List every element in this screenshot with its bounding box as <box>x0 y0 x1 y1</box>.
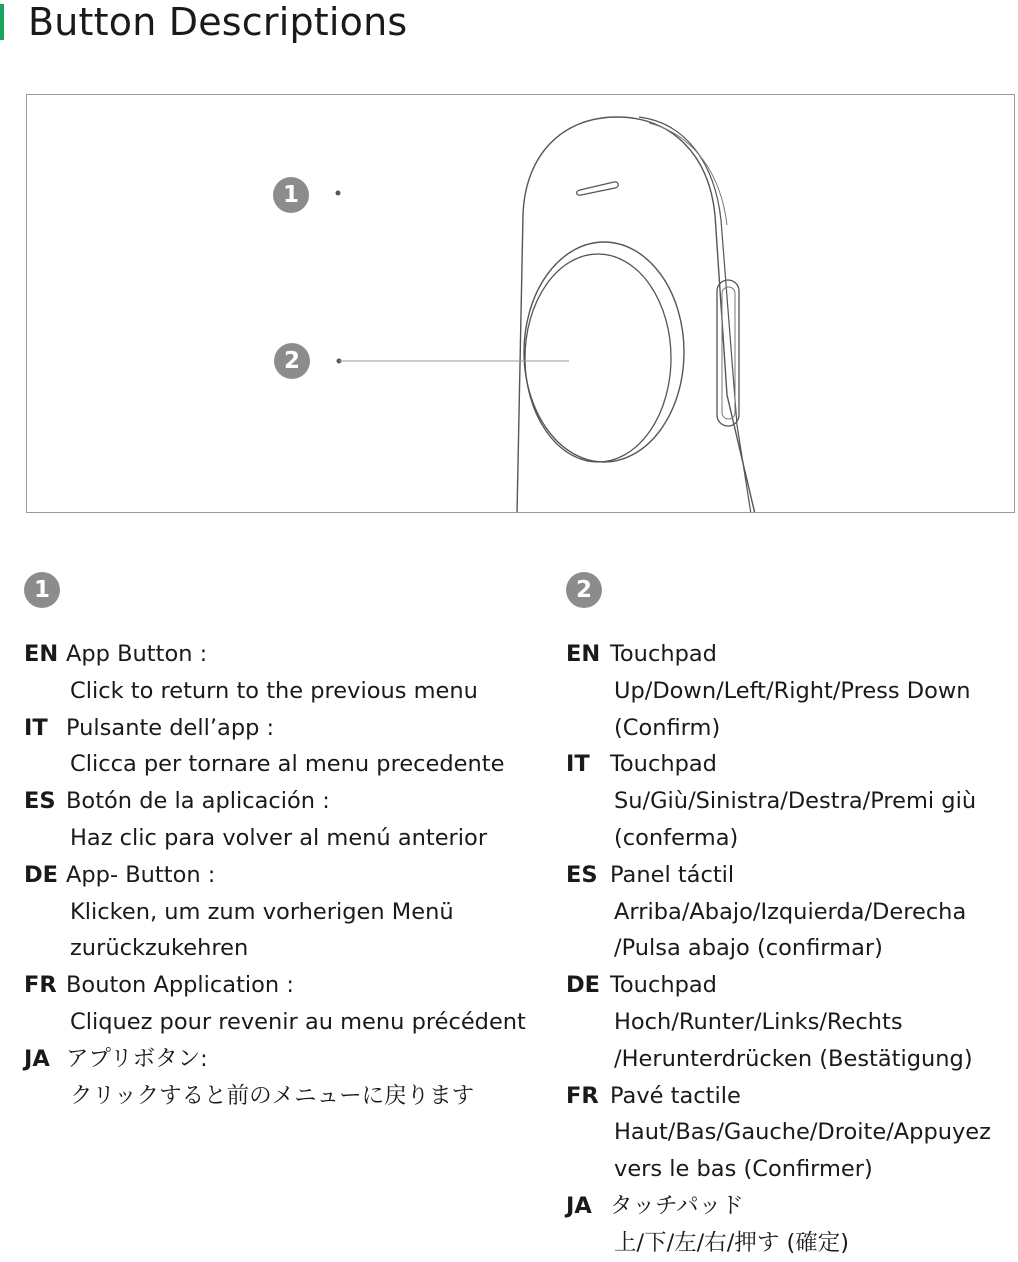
entry-heading: Pulsante dell’app : <box>66 714 275 741</box>
section-1-entries <box>24 636 534 1114</box>
entry-en <box>24 636 534 710</box>
entry-description: (conferma) <box>614 824 739 851</box>
remote-side-edge-inner <box>649 123 727 225</box>
section-touchpad <box>566 572 1016 1262</box>
entry-text <box>610 636 1016 746</box>
entry-text <box>66 1041 534 1115</box>
entry-text <box>66 710 534 784</box>
entry-heading: Panel táctil <box>610 861 735 888</box>
language-code: IT <box>566 751 590 778</box>
section-1-badge: 1 <box>24 572 60 608</box>
language-code: DE <box>566 972 601 999</box>
entry-it <box>24 710 534 784</box>
touchpad-outer <box>524 242 684 462</box>
entry-heading: アプリボタン: <box>66 1045 208 1072</box>
entry-description: Arriba/Abajo/Izquierda/Derecha <box>614 898 967 925</box>
entry-it <box>566 746 1016 856</box>
entry-heading: Pavé tactile <box>610 1082 741 1109</box>
section-2-entries <box>566 636 1016 1262</box>
entry-de <box>566 967 1016 1077</box>
entry-text <box>66 636 534 710</box>
entry-heading: App Button : <box>66 641 208 667</box>
entry-es <box>24 783 534 857</box>
entry-description: (Confirm) <box>614 714 721 741</box>
remote-drawing <box>27 95 1015 513</box>
language-code: IT <box>24 714 48 741</box>
remote-side-edge <box>639 117 751 513</box>
language-code: EN <box>566 641 601 667</box>
page-title: Button Descriptions <box>28 0 408 44</box>
entry-description: vers le bas (Confirmer) <box>614 1156 873 1183</box>
entry-description: Hoch/Runter/Links/Rechts <box>614 1008 903 1035</box>
entry-text <box>610 1188 1016 1262</box>
entry-fr <box>24 967 534 1041</box>
entry-heading: Touchpad <box>610 972 717 999</box>
remote-illustration <box>26 94 1015 513</box>
entry-text <box>66 857 534 967</box>
entry-text <box>610 746 1016 856</box>
entry-description: Click to return to the previous menu <box>70 677 478 704</box>
language-code: JA <box>566 1192 592 1219</box>
entry-description: zurückzukehren <box>70 935 249 962</box>
app-button-shape <box>577 182 619 195</box>
language-code: DE <box>24 861 59 888</box>
language-code: FR <box>566 1082 599 1109</box>
entry-es <box>566 857 1016 967</box>
section-2-badge: 2 <box>566 572 602 608</box>
entry-fr <box>566 1078 1016 1188</box>
entry-description: Clicca per tornare al menu precedente <box>70 751 505 778</box>
entry-heading: App- Button : <box>66 861 216 888</box>
title-accent-bar <box>0 4 4 40</box>
entry-heading: Touchpad <box>610 751 717 778</box>
entry-en <box>566 636 1016 746</box>
entry-description: Klicken, um zum vorherigen Menü <box>70 898 454 925</box>
entry-ja <box>566 1188 1016 1262</box>
entry-de <box>24 857 534 967</box>
entry-description: Up/Down/Left/Right/Press Down <box>614 677 971 704</box>
callout-1-dot <box>336 191 341 196</box>
entry-text <box>66 783 534 857</box>
entry-text <box>610 967 1016 1077</box>
language-code: ES <box>24 788 56 815</box>
section-app-button <box>24 572 534 1114</box>
entry-heading: Botón de la aplicación : <box>66 788 330 815</box>
language-code: JA <box>24 1045 50 1072</box>
entry-description: Haz clic para volver al menú anterior <box>70 824 488 851</box>
entry-description: /Pulsa abajo (confirmar) <box>614 935 883 962</box>
callout-2-badge: 2 <box>274 343 310 379</box>
language-code: ES <box>566 861 598 888</box>
language-code: EN <box>24 641 59 667</box>
entry-text <box>610 1078 1016 1188</box>
entry-ja <box>24 1041 534 1115</box>
entry-heading: Bouton Application : <box>66 972 294 999</box>
entry-description: /Herunterdrücken (Bestätigung) <box>614 1045 973 1072</box>
entry-description: Cliquez pour revenir au menu précédent <box>70 1008 526 1035</box>
entry-description: Su/Giù/Sinistra/Destra/Premi giù <box>614 788 977 815</box>
touchpad-inner <box>525 254 671 462</box>
entry-text <box>610 857 1016 967</box>
entry-heading: Touchpad <box>610 641 717 667</box>
entry-description: 上/下/左/右/押す (確定) <box>614 1229 850 1256</box>
entry-description: クリックすると前のメニューに戻ります <box>70 1082 475 1109</box>
entry-text <box>66 967 534 1041</box>
language-code: FR <box>24 972 57 999</box>
entry-heading: タッチパッド <box>610 1192 744 1219</box>
entry-description: Haut/Bas/Gauche/Droite/Appuyez <box>614 1119 991 1146</box>
callout-1-badge: 1 <box>273 177 309 213</box>
